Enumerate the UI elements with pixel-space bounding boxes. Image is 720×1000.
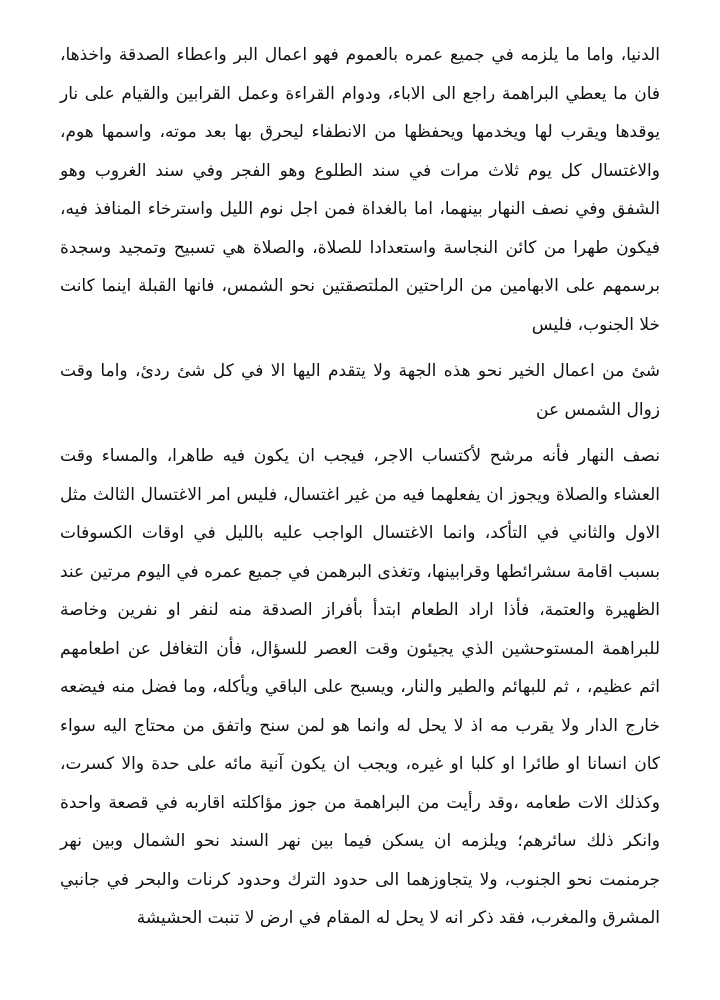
paragraph-2: شئ من اعمال الخير نحو هذه الجهة ولا يتقدم اليها الا في كل شئ ردئ، واما وقت زوال الشمس عن <box>60 361 660 420</box>
paragraph-1: الدنيا، واما ما يلزمه في جميع عمره بالعموم فهو اعمال البر واعطاء الصدقة واخذها، فان ما يعطي البراهمة راجع الى الاباء، ودوام القراءة وعمل القرابين والقيام على نار يوقدها ويقرب لها ويخدمها ويحفظها من الانطفاء ليحرق بها بعد موته، واسمها هوم، والاغتسال كل يوم ثلاث مرات في سند الطلوع وهو الفجر وفي سند الغروب وهو الشفق وفي نصف النهار بينهما، اما بالغداة فمن اجل نوم الليل واسترخاء المنافذ فيه، فيكون طهرا من كائن النجاسة واستعدادا للصلاة، والصلاة هي تسبيح وتمجيد وسجدة برسمهم على الابهامين من الراحتين الملتصقتين نحو الشمس، فانها القبلة اينما كانت خلا الجنوب، فليس <box>60 45 660 335</box>
paragraph-3: نصف النهار فأنه مرشح لأكتساب الاجر، فيجب ان يكون فيه طاهرا، والمساء وقت العشاء والصلاة ويجوز ان يفعلهما فيه من غير اغتسال، فليس امر الاغتسال الثالث مثل الاول والثاني في التأكد، وانما الاغتسال الواجب عليه بالليل في اوقات الكسوفات بسبب اقامة سشرائطها وقرابينها، وتغذى البرهمن في جميع عمره في اليوم مرتين عند الظهيرة والعتمة، فأذا اراد الطعام ابتدأ بأفراز الصدقة منه لنفر او نفرين وخاصة للبراهمة المستوحشين الذي يجيئون وقت العصر للسؤال، فأن التغافل عن اطعامهم اثم عظيم، ، ثم للبهائم والطير والنار، ويسبح على الباقي ويأكله، وما فضل منه فيضعه خارج الدار ولا يقرب مه اذ لا يحل له وانما هو لمن سنح واتفق من محتاج اليه سواء كان انسانا او طائرا او كلبا او غيره، ويجب ان يكون آنية مائه على حدة والا كسرت، وكذلك الات طعامه ،وقد رأيت من البراهمة من جوز مؤاكلته اقاربه في قصعة واحدة وانكر ذلك سائرهم؛ ويلزمه ان يسكن فيما بين نهر السند نحو الشمال وبين نهر جرمنمت نحو الجنوب، ولا يتجاوزهما الى حدود الترك وحدود كرنات والبحر في جانبي المشرق والمغرب، فقد ذكر انه لا يحل له المقام في ارض لا تنبت الحشيشة <box>60 446 660 928</box>
